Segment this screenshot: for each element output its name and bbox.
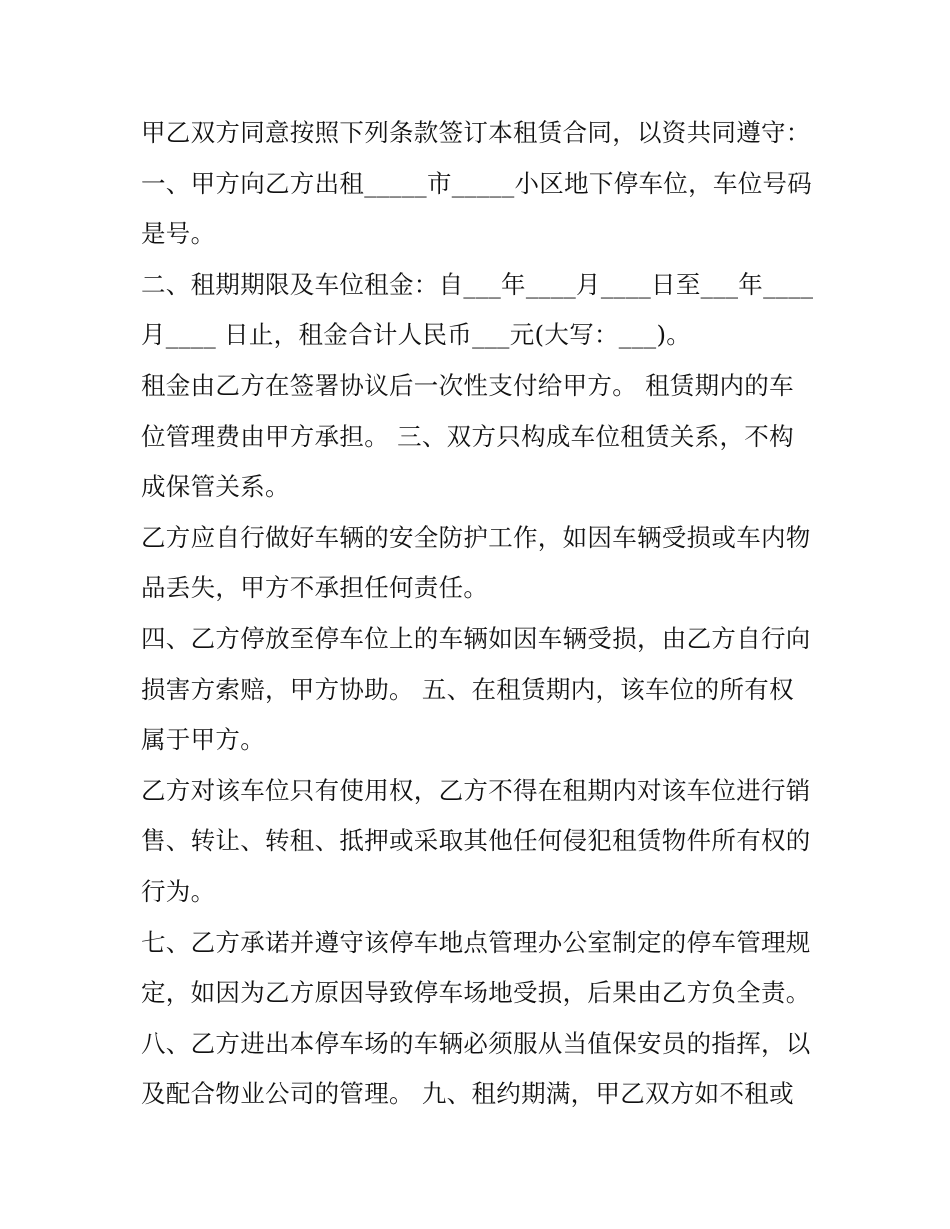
text-line: 属于甲方。	[141, 725, 265, 755]
text-line: 定，如因为乙方原因导致停车场地受损，后果由乙方负全责。	[141, 978, 811, 1008]
text-line: 损害方索赔，甲方协助。 五、在租赁期内，该车位的所有权	[141, 674, 794, 704]
text-line: 行为。	[141, 876, 216, 906]
text-line: 及配合物业公司的管理。 九、租约期满，甲乙双方如不租或	[141, 1079, 794, 1109]
text-line: 一、甲方向乙方出租_____市_____小区地下停车位，车位号码	[141, 168, 813, 198]
text-line: 品丢失，甲方不承担任何责任。	[141, 573, 489, 603]
contract-text	[141, 108, 841, 1120]
text-line: 四、乙方停放至停车位上的车辆如因车辆受损，由乙方自行向	[141, 623, 811, 653]
text-line: 七、乙方承诺并遵守该停车地点管理办公室制定的停车管理规	[141, 927, 811, 957]
text-line: 乙方对该车位只有使用权，乙方不得在租期内对该车位进行销	[141, 775, 811, 805]
text-line: 成保管关系。	[141, 472, 290, 502]
text-line: 二、租期期限及车位租金：自___年____月____日至___年____	[141, 269, 814, 299]
text-line: 是号。	[141, 219, 216, 249]
text-line: 位管理费由甲方承担。 三、双方只构成车位租赁关系，不构	[141, 421, 794, 451]
text-line: 甲乙双方同意按照下列条款签订本租赁合同，以资共同遵守：	[141, 118, 811, 147]
text-line: 八、乙方进出本停车场的车辆必须服从当值保安员的指挥，以	[141, 1028, 811, 1058]
text-line: 乙方应自行做好车辆的安全防护工作，如因车辆受损或车内物	[141, 522, 811, 552]
text-line: 月____ 日止，租金合计人民币___元(大写：___)。	[141, 320, 692, 350]
text-line: 租金由乙方在签署协议后一次性支付给甲方。 租赁期内的车	[141, 370, 794, 400]
text-line: 售、转让、转租、抵押或采取其他任何侵犯租赁物件所有权的	[141, 826, 811, 856]
